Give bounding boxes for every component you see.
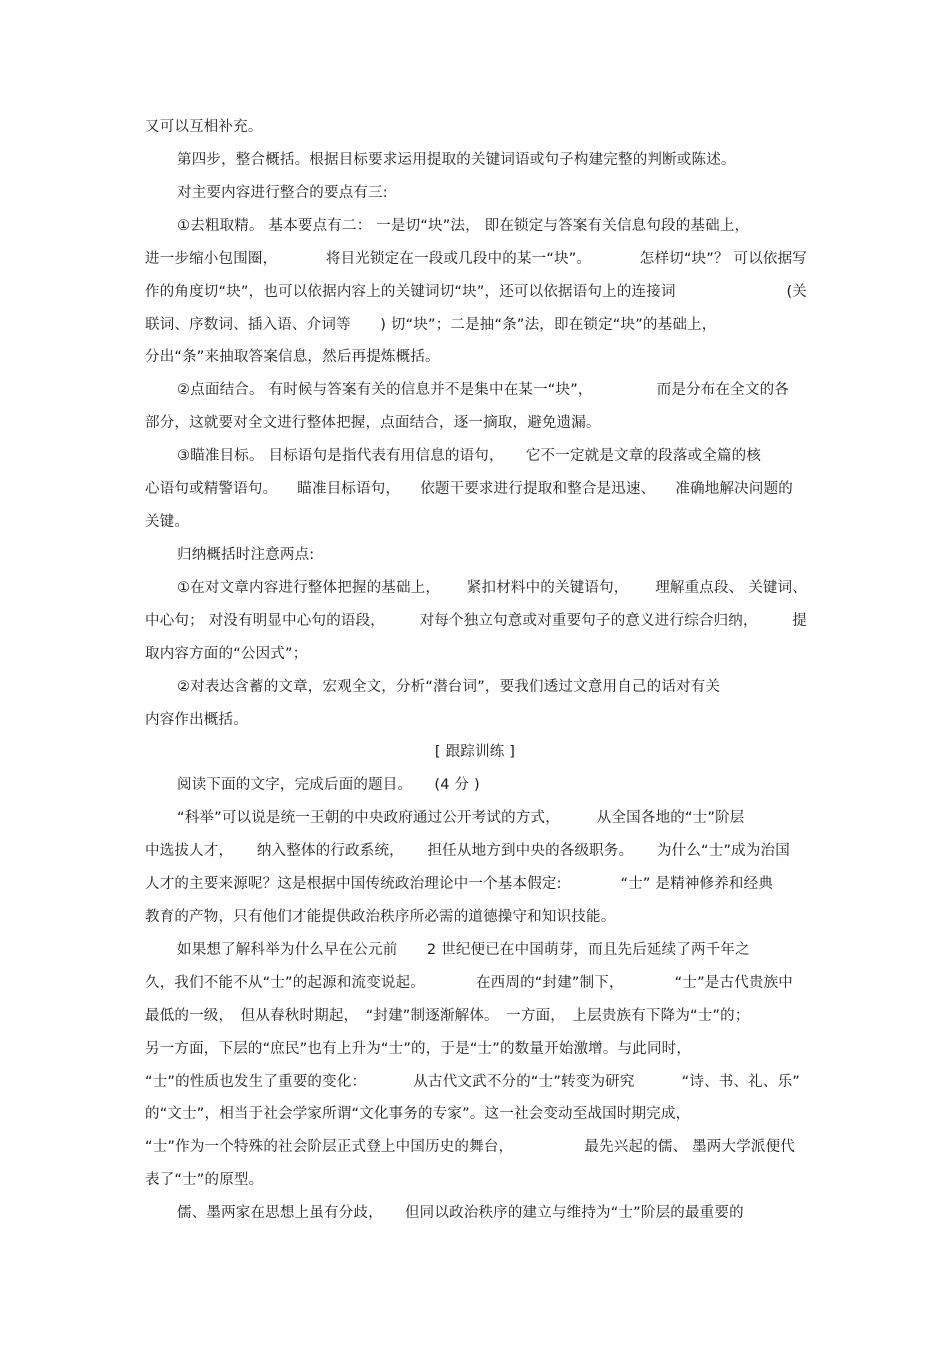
text-segment: 担任从地方到中央的各级职务。 bbox=[427, 843, 634, 859]
text-line: 对主要内容进行整合的要点有三: bbox=[177, 185, 388, 201]
text-line: ③瞄准目标。 目标语句是指代表有用信息的语句， 它不一定就是文章的段落或全篇的核 bbox=[177, 448, 762, 464]
text-line: 又可以互相补充。 bbox=[145, 119, 263, 135]
text-line: ①去粗取精。 基本要点有二： 一是切“块”法， 即在锁定与答案有关信息句段的基础上， bbox=[177, 218, 750, 234]
text-segment: “诗、书、礼、乐” bbox=[681, 1074, 800, 1090]
text-segment: 最先兴起的儒、 墨两大学派便代 bbox=[584, 1139, 795, 1155]
text-segment: 作的角度切“块”，也可以依据内容上的关键词切“块”，还可以依据语句上的连接词 bbox=[145, 284, 676, 300]
text-segment: 提 bbox=[792, 613, 807, 629]
text-line: 内容作出概括。 bbox=[145, 712, 248, 728]
text-line bbox=[177, 578, 807, 598]
text-segment: 进一步缩小包围圈， bbox=[145, 251, 278, 267]
text-line: ②对表达含蓄的文章，宏观全文，分析“潜台词”，要我们透过文意用自己的话对有关 bbox=[177, 679, 721, 695]
text-line bbox=[145, 611, 807, 631]
text-line bbox=[177, 380, 789, 400]
text-segment: 将目光锁定在一段或几段中的某一“块”。 bbox=[325, 251, 592, 267]
text-line: “科举”可以说是统一王朝的中央政府通过公开考试的方式， 从全国各地的“士”阶层 bbox=[177, 810, 745, 826]
text-segment: (关 bbox=[786, 284, 807, 300]
text-segment: 为什么“士”成为治国 bbox=[656, 843, 790, 859]
text-segment: “士”是古代贵族中 bbox=[674, 975, 793, 991]
text-segment: 在西周的“封建”制下， bbox=[475, 975, 624, 991]
text-segment: ②点面结合。 有时候与答案有关的信息并不是集中在某一“块”， bbox=[177, 382, 593, 398]
text-segment: 中心句； 对没有明显中心句的语段， bbox=[145, 613, 386, 629]
text-line bbox=[145, 841, 790, 861]
text-segment: 瞄准目标语句， bbox=[297, 481, 401, 497]
text-line: 教育的产物，只有他们才能提供政治秩序所必需的道德操守和知识技能。 bbox=[145, 909, 616, 925]
section-heading: [ 跟踪训练 ] bbox=[434, 744, 516, 760]
text-line bbox=[145, 973, 793, 993]
text-line: 的“文士”，相当于社会学家所谓“文化事务的专家”。这一社会变动至战国时期完成， bbox=[145, 1106, 691, 1122]
text-segment: 而是分布在全文的各 bbox=[656, 382, 789, 398]
text-line: 第四步，整合概括。根据目标要求运用提取的关键词语或句子构建完整的判断或陈述。 bbox=[177, 152, 736, 168]
text-line: 分出“条”来抽取答案信息，然后再提炼概括。 bbox=[145, 349, 440, 365]
text-line: 儒、墨两家在思想上虽有分歧， 但同以政治秩序的建立与维持为“士”阶层的最重要的 bbox=[177, 1205, 744, 1221]
text-line: 归纳概括时注意两点: bbox=[177, 547, 315, 563]
text-line bbox=[145, 1137, 795, 1157]
text-segment: 对每个独立句意或对重要句子的意义进行综合归纳， bbox=[419, 613, 758, 629]
text-segment: “士”作为一个特殊的社会阶层正式登上中国历史的舞台， bbox=[145, 1139, 514, 1155]
text-line bbox=[145, 282, 807, 302]
text-line bbox=[145, 479, 793, 499]
text-segment: 准确地解决问题的 bbox=[675, 481, 793, 497]
text-line: 取内容方面的“公因式”； bbox=[145, 646, 308, 662]
text-segment: ①在对文章内容进行整体把握的基础上， bbox=[177, 580, 441, 596]
text-line: 关键。 bbox=[145, 514, 190, 530]
text-segment: “士”的性质也发生了重要的变化： bbox=[145, 1074, 367, 1090]
text-line: 另一方面，下层的“庶民”也有上升为“士”的，于是“士”的数量开始激增。与此同时， bbox=[145, 1041, 692, 1057]
text-segment: 从古代文武不分的“士”转变为研究 bbox=[413, 1074, 635, 1090]
text-segment: 紧扣材料中的关键语句， bbox=[466, 580, 629, 596]
text-line: 如果想了解科举为什么早在公元前 2 世纪便已在中国萌芽，而且先后延续了两千年之 bbox=[177, 942, 750, 958]
text-line: 人才的主要来源呢？这是根据中国传统政治理论中一个基本假定: “士” 是精神修养和经典 bbox=[145, 876, 774, 892]
text-segment: 依题干要求进行提取和整合是迅速、 bbox=[420, 481, 656, 497]
text-line: 表了“士”的原型。 bbox=[145, 1172, 264, 1188]
text-line bbox=[145, 1072, 800, 1092]
text-line bbox=[145, 249, 807, 269]
text-line: 联词、序数词、插入语、介词等 ) 切“块”；二是抽“条”法，即在锁定“块”的基础上， bbox=[145, 317, 717, 333]
text-line: 最低的一级， 但从春秋时期起， “封建”制逐渐解体。 一方面， 上层贵族有下降为“士”的； bbox=[145, 1008, 750, 1024]
text-segment: 久，我们不能不从“士”的起源和流变说起。 bbox=[145, 975, 426, 991]
text-segment: 纳入整体的行政系统， bbox=[256, 843, 404, 859]
text-segment: 怎样切“块”？ 可以依据写 bbox=[639, 251, 807, 267]
text-segment: 理解重点段、 关键词、 bbox=[655, 580, 807, 596]
text-line: 部分，这就要对全文进行整体把握，点面结合，逐一摘取，避免遗漏。 bbox=[145, 415, 601, 431]
text-segment: 心语句或精警语句。 bbox=[145, 481, 278, 497]
text-line: 阅读下面的文字，完成后面的题目。 (4 分 ) bbox=[177, 777, 480, 793]
text-segment: 中选拔人才， bbox=[145, 843, 234, 859]
